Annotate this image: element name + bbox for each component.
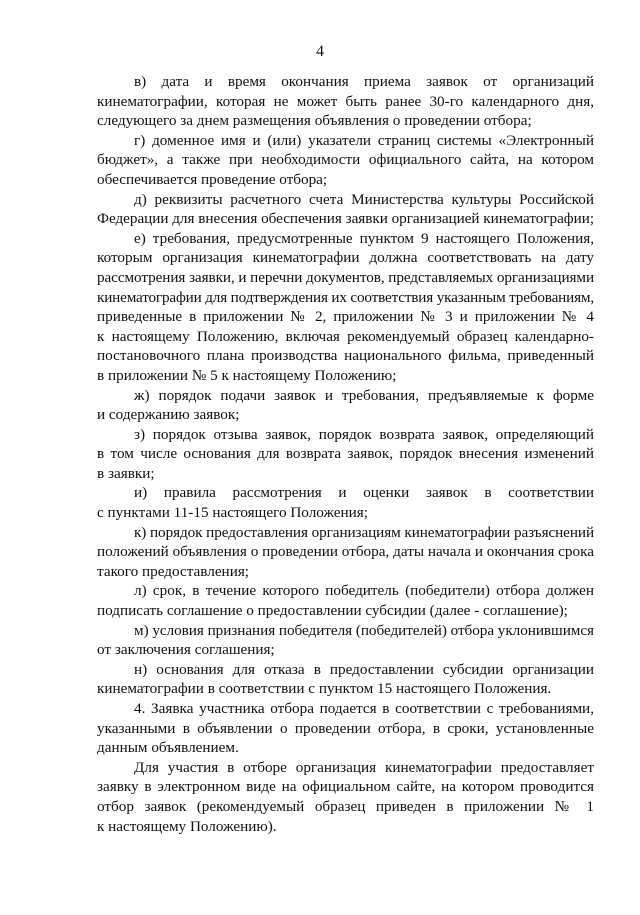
- text-line: м) условия признания победителя (победителей) отбора уклонившимся: [134, 621, 594, 639]
- text-line: з) порядок отзыва заявок, порядок возврата заявок, определяющий: [134, 425, 594, 443]
- text-line: н) основания для отказа в предоставлении субсидии организации: [134, 660, 594, 678]
- text-line: к) порядок предоставления организациям кинематографии разъяснений: [134, 523, 594, 541]
- text-line: к настоящему Положению, включая рекомендуемый образец календарно-: [97, 327, 594, 345]
- text-line: положений объявления о проведении отбора, даты начала и окончания срока: [97, 543, 594, 561]
- paragraph-zh: [97, 386, 594, 425]
- text-line: от заключения соглашения;: [97, 641, 275, 659]
- page-number: 4: [316, 43, 324, 60]
- text-line: обеспечивается проведение отбора;: [97, 170, 328, 188]
- text-line: постановочного плана производства национального фильма, приведенный: [97, 347, 594, 365]
- paragraph-e: [97, 229, 594, 386]
- text-line: и) правила рассмотрения и оценки заявок в соответствии: [134, 484, 594, 502]
- text-line: такого предоставления;: [97, 562, 250, 580]
- paragraph-v: [97, 72, 594, 131]
- text-line: которым организация кинематографии должна соответствовать на дату: [97, 249, 594, 267]
- paragraph-l: [97, 581, 594, 620]
- text-line: в том числе основания для возврата заявок, порядок внесения изменений: [97, 445, 594, 463]
- text-line: д) реквизиты расчетного счета Министерства культуры Российской: [134, 190, 594, 208]
- paragraph-k: [97, 523, 594, 582]
- text-line: в приложении № 5 к настоящему Положению;: [97, 366, 397, 384]
- text-line: к настоящему Положению).: [97, 817, 277, 835]
- text-line: рассмотрения заявки, и перечни документов, представляемых организациями: [97, 268, 594, 286]
- document-body: [97, 72, 594, 836]
- text-line: Для участия в отборе организация кинематографии предоставляет: [134, 758, 594, 776]
- text-line: е) требования, предусмотренные пунктом 9 настоящего Положения,: [134, 229, 594, 247]
- paragraph-m: [97, 621, 594, 660]
- text-line: в) дата и время окончания приема заявок от организаций: [134, 73, 594, 90]
- text-line: л) срок, в течение которого победитель (победители) отбора должен: [134, 582, 594, 600]
- text-line: бюджет», а также при необходимости официального сайта, на котором: [97, 151, 594, 169]
- text-line: следующего за днем размещения объявления о проведении отбора;: [97, 112, 532, 130]
- text-line: заявку в электронном виде на официальном сайте, на котором проводится: [97, 778, 594, 796]
- text-line: в заявки;: [97, 464, 155, 482]
- paragraph-i: [97, 483, 594, 522]
- paragraph-4: [97, 699, 594, 758]
- text-line: кинематографии для подтверждения их соответствия указанным требованиям,: [97, 288, 595, 306]
- text-line: кинематографии в соответствии с пунктом 15 настоящего Положения.: [97, 680, 552, 698]
- text-line: г) доменное имя и (или) указатели страниц системы «Электронный: [134, 131, 594, 149]
- text-line: приведенные в приложении № 2, приложении № 3 и приложении № 4: [97, 308, 594, 326]
- text-line: 4. Заявка участника отбора подается в соответствии с требованиями,: [134, 700, 594, 717]
- text-line: данным объявлением.: [97, 739, 239, 757]
- text-line: кинематографии, которая не может быть ранее 30-го календарного дня,: [97, 92, 594, 110]
- paragraph-participation: [97, 758, 594, 836]
- paragraph-n: [97, 660, 594, 699]
- text-line: Федерации для внесения обеспечения заявки организацией кинематографии;: [97, 210, 595, 228]
- text-line: с пунктами 11-15 настоящего Положения;: [97, 504, 368, 522]
- paragraph-d: [97, 190, 594, 229]
- paragraph-z: [97, 425, 594, 484]
- text-line: и содержанию заявок;: [97, 406, 240, 424]
- paragraph-g: [97, 131, 594, 190]
- text-line: ж) порядок подачи заявок и требования, предъявляемые к форме: [134, 386, 594, 404]
- text-line: подписать соглашение о предоставлении субсидии (далее - соглашение);: [97, 602, 568, 620]
- text-line: отбор заявок (рекомендуемый образец приведен в приложении № 1: [97, 797, 594, 815]
- text-line: указанными в объявлении о проведении отбора, в сроки, установленные: [97, 719, 594, 737]
